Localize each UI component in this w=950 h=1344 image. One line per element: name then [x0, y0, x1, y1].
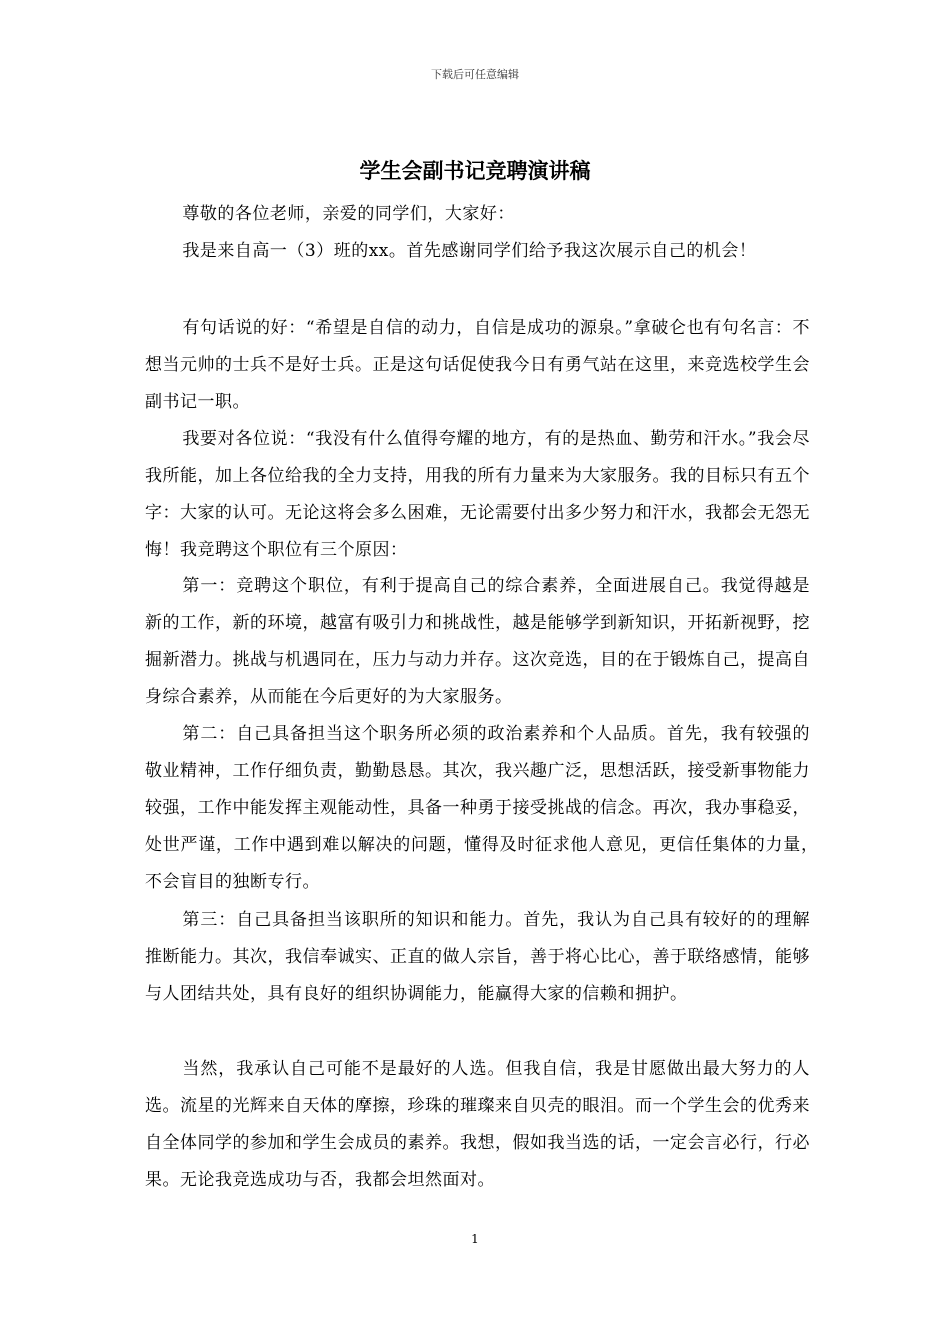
paragraph-intro: 我是来自高一（3）班的xx。首先感谢同学们给予我这次展示自己的机会！: [182, 241, 757, 261]
paragraph-reason-third: 第三：自己具备担当该职所的知识和能力。首先，我认为自己具有较好的的理解推断能力。其次，我信奉诚实、正直的做人宗旨，善于将心比心，善于联络感情，能够与人团结共处，具有良好的组织协调能力，能赢得大家的信赖和拥护。: [145, 910, 810, 1005]
paragraph-reason-first: 第一：竞聘这个职位，有利于提高自己的综合素养，全面进展自己。我觉得越是新的工作，新的环境，越富有吸引力和挑战性，越是能够学到新知识，开拓新视野，挖掘新潜力。挑战与机遇同在，压力与动力并存。这次竞选，目的在于锻炼自己，提高自身综合素养，从而能在今后更好的为大家服务。: [145, 576, 810, 708]
paragraph-quote: 有句话说的好：“希望是自信的动力，自信是成功的源泉。”拿破仑也有句名言：不想当元帅的士兵不是好士兵。正是这句话促使我今日有勇气站在这里，来竞选校学生会副书记一职。: [145, 318, 810, 413]
paragraph-reason-second: 第二：自己具备担当这个职务所必须的政治素养和个人品质。首先，我有较强的敬业精神，工作仔细负责，勤勤恳恳。其次，我兴趣广泛，思想活跃，接受新事物能力较强，工作中能发挥主观能动性，具备一种勇于接受挑战的信念。再次，我办事稳妥，处世严谨，工作中遇到难以解决的问题，懂得及时征求他人意见，更信任集体的力量， 不会盲目的独断专行。: [145, 724, 828, 893]
page-number: 1: [471, 1232, 479, 1246]
document-title: 学生会副书记竞聘演讲稿: [359, 158, 591, 183]
paragraph-greeting: 尊敬的各位老师，亲爱的同学们，大家好：: [182, 204, 515, 224]
paragraph-promise: 我要对各位说：“我没有什么值得夸耀的地方，有的是热血、勤劳和汗水。”我会尽我所能，加上各位给我的全力支持，用我的所有力量来为大家服务。我的目标只有五个字：大家的认可。无论这将会多么困难，无论需要付出多少努力和汗水，我都会无怨无悔！我竞聘这个职位有三个原因：: [145, 429, 810, 561]
paragraph-closing: 当然，我承认自己可能不是最好的人选。但我自信，我是甘愿做出最大努力的人选。流星的光辉来自天体的摩擦，珍珠的璀璨来自贝壳的眼泪。而一个学生会的优秀来自全体同学的参加和学生会成员的素养。我想，假如我当选的话，一定会言必行，行必果。无论我竞选成功与否，我都会坦然面对。: [145, 1059, 810, 1191]
header-note: 下载后可任意编辑: [431, 68, 519, 81]
